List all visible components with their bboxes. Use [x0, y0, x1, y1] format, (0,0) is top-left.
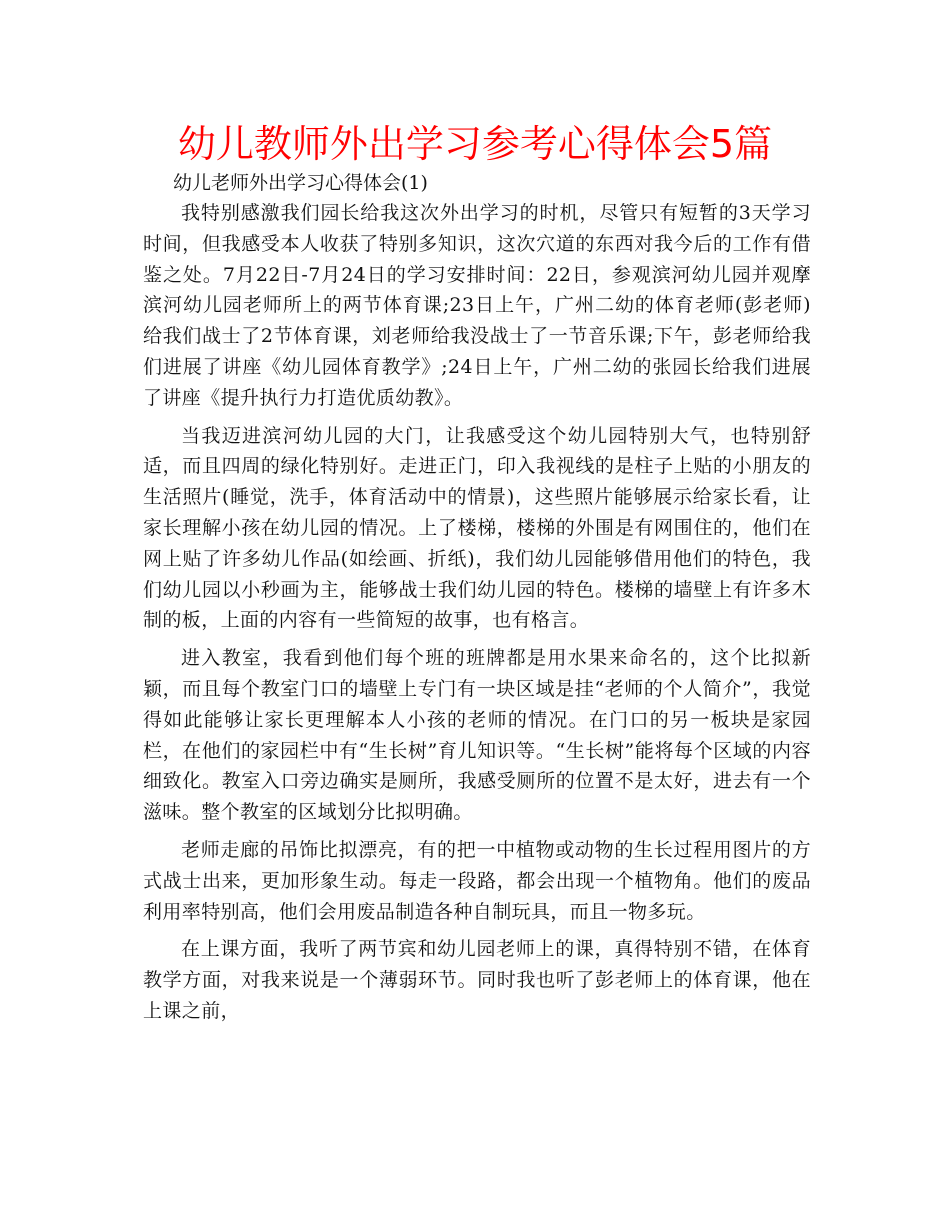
- document-title: 幼儿教师外出学习参考心得体会5篇: [177, 122, 773, 166]
- paragraph: 当我迈进滨河幼儿园的大门，让我感受这个幼儿园特别大气，也特别舒适，而且四周的绿化特别好。走进正门，印入我视线的是柱子上贴的小朋友的生活照片(睡觉，洗手，体育活动中的情景)，这些照片能够展示给家长看，让家长理解小孩在幼儿园的情况。上了楼梯，楼梯的外围是有网围住的，他们在网上贴了许多幼儿作品(如绘画、折纸)，我们幼儿园能够借用他们的特色，我们幼儿园以小秒画为主，能够战士我们幼儿园的特色。楼梯的墙壁上有许多木制的板，上面的内容有一些简短的故事，也有格言。: [143, 424, 811, 632]
- paragraph: 我特别感激我们园长给我这次外出学习的时机，尽管只有短暂的3天学习时间，但我感受本人收获了特别多知识，这次穴道的东西对我今后的工作有借鉴之处。7月22日-7月24日的学习安排时间：22日，参观滨河幼儿园并观摩滨河幼儿园老师所上的两节体育课;23日上午，广州二幼的体育老师(彭老师)给我们战士了2节体育课，刘老师给我没战士了一节音乐课;下午，彭老师给我们进展了讲座《幼儿园体育教学》;24日上午，广州二幼的张园长给我们进展了讲座《提升执行力打造优质幼教》。: [143, 202, 811, 409]
- section-heading: 幼儿老师外出学习心得体会(1): [173, 172, 428, 194]
- paragraph: 老师走廊的吊饰比拟漂亮，有的把一中植物或动物的生长过程用图片的方式战士出来，更加形象生动。每走一段路，都会出现一个植物角。他们的废品利用率特别高，他们会用废品制造各种自制玩具，而且一物多玩。: [143, 838, 811, 923]
- document-body: [143, 168, 811, 1034]
- paragraph: 在上课方面，我听了两节宾和幼儿园老师上的课，真得特别不错，在体育教学方面，对我来说是一个薄弱环节。同时我也听了彭老师上的体育课，他在上课之前，: [143, 938, 811, 1022]
- paragraph: 进入教室，我看到他们每个班的班牌都是用水果来命名的，这个比拟新颖，而且每个教室门口的墙壁上专门有一块区域是挂“老师的个人简介”，我觉得如此能够让家长更理解本人小孩的老师的情况。在门口的另一板块是家园栏，在他们的家园栏中有“生长树”育儿知识等。“生长树”能将每个区域的内容细致化。教室入口旁边确实是厕所，我感受厕所的位置不是太好，进去有一个滋味。整个教室的区域划分比拟明确。: [143, 647, 811, 824]
